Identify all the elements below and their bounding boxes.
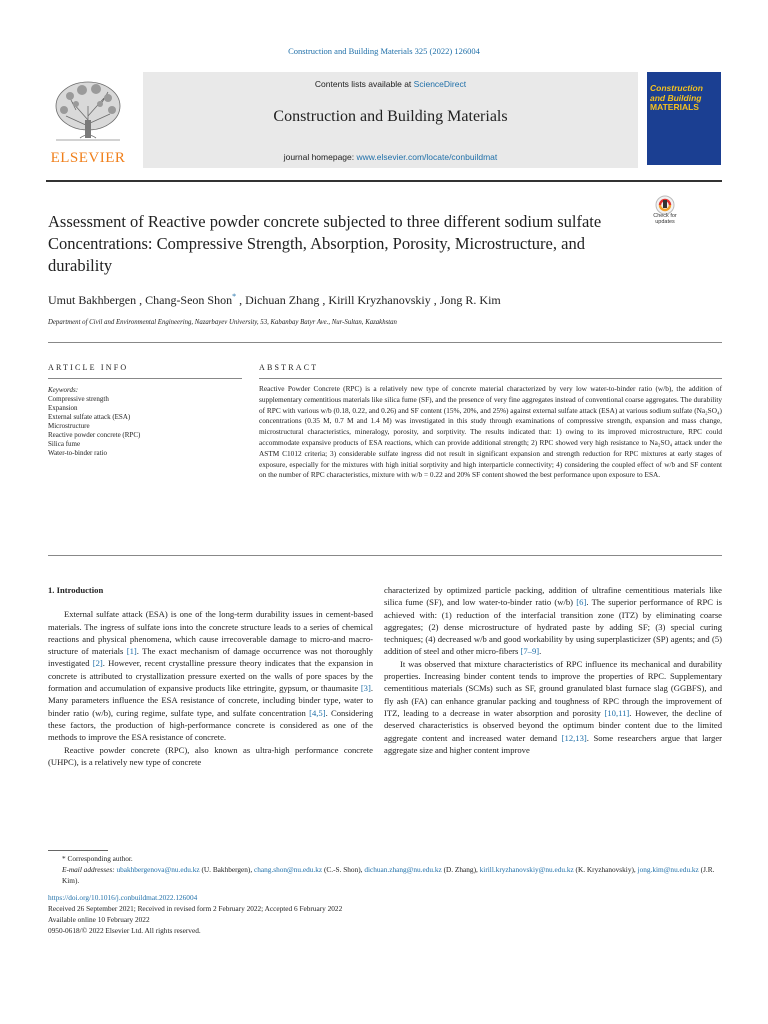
available-online: Available online 10 February 2022 <box>48 915 150 924</box>
citation-link[interactable]: [1] <box>126 646 137 657</box>
author-name[interactable]: Chang-Seon Shon <box>145 293 233 307</box>
publisher-name: ELSEVIER <box>50 150 126 166</box>
cover-title <box>650 84 720 113</box>
abstract-text: Reactive Powder Concrete (RPC) is a relatively new type of concrete material characterized by very low water-to-binder ratio (w/b), the addition of supplementary cementitious materials like silica fume (SF), and the presence of very fine aggregates instead of conventional coarse aggregates. The durability of RPC with various w/b (0.18, 0.22, and 0.26) and SF content (15%, 20%, and 25%) against external sulfate attack (ESA) at various sodium sulfate (Na₂SO₄) concentrations (0.35 M, 0.7 M and 1.4 M) was investigated in this study through examinations of compressive strength, expansion and mass change, microstructural characteristics, mineralogy, porosity, and sorptivity. The results indicated that: 1) owing to its improved microstructure, RPC could accommodate expansive products of ESA reactions, which can provide additional strength; 2) RPC showed very high resistance to Na₂SO₄ attack under the ASTM C1012 criteria; 3) considerable sulfate ingress did not result in significant expansion and strength reduction for RPC mixtures at early stages of exposure, especially for the mixtures with high initial sorptivity and high interparticle connectivity; 4) considering the coupled effect of w/b and SF content on the number of RPC characteristics, mixture with w/b = 0.22 and 20% SF content showed the best performance upon exposure to ESA. <box>259 384 722 480</box>
homepage-prefix: journal homepage: <box>283 152 357 162</box>
email-label: E-mail addresses: <box>62 865 115 874</box>
citation-link[interactable]: [7–9] <box>520 646 540 657</box>
keyword-item: Water-to-binder ratio <box>48 449 107 457</box>
body-column-left <box>48 584 373 768</box>
contents-prefix: Contents lists available at <box>314 79 414 89</box>
author-name[interactable]: Umut Bakhbergen <box>48 293 137 307</box>
author-name[interactable]: Kirill Kryzhanovskiy <box>328 293 431 307</box>
header-divider <box>46 180 722 182</box>
cover-title-line: and Building <box>650 92 702 103</box>
contents-line <box>143 79 638 89</box>
journal-homepage-link[interactable]: www.elsevier.com/locate/conbuildmat <box>356 152 498 162</box>
keyword-item: Silica fume <box>48 440 81 448</box>
citation-link[interactable]: [10,11] <box>604 707 630 718</box>
body-paragraph: It was observed that mixture characteristics of RPC influence its mechanical and durability properties. Increasing binder content tends to improve the properties of RPC. Supplementary cementitious materials (SCMs) such as SF, ground granulated blast furnace slag (GGBFS), and fly ash (FA) can enhance granular packing and toughness of RPC through the improvement of ITZ, leading to a decrease in water absorption and porosity [10,11]. However, the decline of deserved characteristics is observed beyond the optimum binder content due to the limited aggregate content and increased water demand [12,13]. Some researchers argue that larger aggregate size and higher content improve <box>384 658 722 755</box>
abstract-heading: ABSTRACT <box>259 363 319 372</box>
affiliation: Department of Civil and Environmental Engineering, Nazarbayev University, 53, Kabanbay Batyr Ave., Nur-Sultan, Kazakhstan <box>48 319 397 326</box>
keyword-item: External sulfate attack (ESA) <box>48 413 131 421</box>
check-for-updates-icon <box>655 195 675 215</box>
corresponding-author-note: * Corresponding author. <box>62 854 133 863</box>
body-paragraph: characterized by optimized particle packing, addition of ultrafine cementitious materials like silica fume (SF), and low water-to-binder ratio (w/b) [6]. The superior performance of RPC is achieved with: (1) reduction of the interfacial transition zone (ITZ) by eliminating coarse aggregates; (2) dense microstructure of hydrated paste by adding SF; (3) special curing techniques; (4) decreased w/b and good workability by using superplasticizer (SP) agents; and (5) addition of steel and other micro-fibers [7–9]. <box>384 585 722 657</box>
cover-title-line: MATERIALS <box>650 102 699 112</box>
author-name[interactable]: Jong R. Kim <box>439 293 501 307</box>
email-link[interactable]: kirill.kryzhanovskiy@nu.edu.kz <box>479 865 574 874</box>
citation-link[interactable]: [6] <box>576 597 587 608</box>
abstract-divider <box>259 378 722 379</box>
body-column-right <box>384 584 722 756</box>
keywords-list <box>48 386 248 458</box>
article-info-divider <box>48 378 242 379</box>
email-addresses: E-mail addresses: ubakhbergenova@nu.edu.kz (U. Bakhbergen), chang.shon@nu.edu.kz (C.-S. Shon), dichuan.zhang@nu.edu.kz (D. Zhang), kirill.kryzhanovskiy@nu.edu.kz (K. Kryzhanovskiy), jong.kim@nu.edu.kz (J.R. Kim). <box>62 865 715 885</box>
section-divider <box>48 342 722 343</box>
footnote-divider <box>48 850 108 851</box>
email-link[interactable]: ubakhbergenova@nu.edu.kz <box>116 865 200 874</box>
received-dates: Received 26 September 2021; Received in revised form 2 February 2022; Accepted 6 February 2022 <box>48 904 343 913</box>
email-link[interactable]: jong.kim@nu.edu.kz <box>637 865 699 874</box>
citation-link[interactable]: [4,5] <box>309 707 326 718</box>
journal-citation-link[interactable]: Construction and Building Materials 325 (2022) 126004 <box>288 46 480 56</box>
article-info-heading: ARTICLE INFO <box>48 363 129 372</box>
author-name[interactable]: Dichuan Zhang <box>245 293 320 307</box>
doi-link[interactable]: https://doi.org/10.1016/j.conbuildmat.2022.126004 <box>48 893 198 902</box>
body-paragraph: Reactive powder concrete (RPC), also known as ultra-high performance concrete (UHPC), is a relatively new type of concrete <box>48 744 373 767</box>
keyword-item: Compressive strength <box>48 395 109 403</box>
paper-title: Assessment of Reactive powder concrete subjected to three different sodium sulfate Concentrations: Compressive Strength, Absorption, Porosity, Microstructure, and durability <box>48 212 602 275</box>
keyword-item: Microstructure <box>48 422 90 430</box>
email-link[interactable]: chang.shon@nu.edu.kz <box>254 865 323 874</box>
copyright: 0950-0618/© 2022 Elsevier Ltd. All rights reserved. <box>48 926 201 935</box>
journal-name: Construction and Building Materials <box>273 108 508 125</box>
citation-link[interactable]: [3] <box>360 683 371 694</box>
abstract-end-divider <box>48 555 722 556</box>
author-list: Umut Bakhbergen , Chang-Seon Shon* , Dichuan Zhang , Kirill Kryzhanovskiy , Jong R. Kim <box>48 292 501 307</box>
check-for-updates-label: Check for updates <box>653 213 677 225</box>
keywords-label: Keywords: <box>48 386 79 394</box>
body-paragraph: External sulfate attack (ESA) is one of the long-term durability issues in cement-based materials. The ingress of sulfate ions into the concrete structure leads to a series of chemical reactions and physical phenomena, which cause irrecoverable damage to micro-and macro-structure of materials [1]. The exact mechanism of damage occurrence was not thoroughly investigated [2]. However, recent crystalline pressure theory indicates that the expansion in concrete is attributed to crystallization pressure exerted on the walls of pore spaces by the formation and accumulation of expansive products like ettringite, gypsum, or thaumasite [3]. Many parameters influence the ESA resistance of concrete, including binder type, water to binder ratio (w/b), curing regime, sulfate type, and sulfate concentration [4,5]. Considering these factors, the production of high-performance concrete is considered as one of the methods to improve the ESA resistance of concrete. <box>48 609 373 743</box>
footnotes <box>48 853 722 936</box>
keyword-item: Expansion <box>48 404 78 412</box>
email-link[interactable]: dichuan.zhang@nu.edu.kz <box>364 865 442 874</box>
homepage-line <box>143 152 638 162</box>
keyword-item: Reactive powder concrete (RPC) <box>48 431 141 439</box>
sciencedirect-link[interactable]: ScienceDirect <box>413 79 467 89</box>
citation-link[interactable]: [2] <box>92 658 103 669</box>
cover-title-line: Construction <box>650 83 703 93</box>
citation-link[interactable]: [12,13] <box>561 732 587 743</box>
section-heading: 1. Introduction <box>48 585 104 595</box>
corresponding-author-mark[interactable]: * <box>232 292 237 301</box>
